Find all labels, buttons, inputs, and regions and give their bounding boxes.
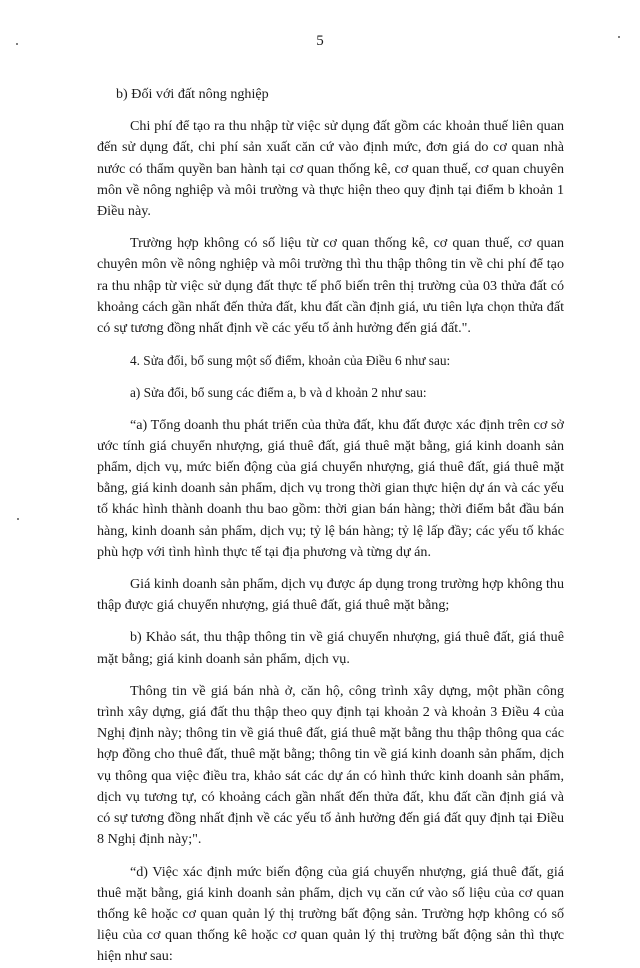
amendment-item: 4. Sửa đổi, bổ sung một số điểm, khoản của Điều 6 như sau: [130, 353, 451, 369]
paragraph: Thông tin về giá bán nhà ở, căn hộ, công trình xây dựng, một phần công trình xây dựng, giá đất thu thập theo quy định tại khoản 2 và khoản 3 Điều 4 của Nghị định này; thông tin về giá thuê đất, giá thuê mặt bằng thu thập thông qua các hợp đồng cho thuê đất, thuê mặt bằng; thông tin về giá kinh doanh sản phẩm, dịch vụ thông qua việc điều tra, khảo sát các dự án có hình thức kinh doanh sản phẩm, dịch vụ tương tự, có khoảng cách gần nhất đến thửa đất, khu đất cần định giá và có sự tương đồng nhất định về các yếu tố ảnh hưởng đến giá đất quy định tại Điều 8 Nghị định này;". [97, 682, 564, 848]
subsection-heading: b) Đối với đất nông nghiệp [116, 86, 269, 102]
paragraph: “a) Tổng doanh thu phát triển của thửa đất, khu đất được xác định trên cơ sở ước tính giá chuyển nhượng, giá thuê đất, giá thuê mặt bằng, giá kinh doanh sản phẩm, dịch vụ, mức biến động của giá chuyển nhượng, giá thuê đất, giá thuê mặt bằng, giá kinh doanh sản phẩm, dịch vụ trong thời gian thực hiện dự án và các yếu tố khác hình thành doanh thu bao gồm: thời gian bán hàng; thời điểm bắt đầu bán hàng, kinh doanh sản phẩm, dịch vụ; tỷ lệ bán hàng; tỷ lệ lấp đầy; các yếu tố khác phù hợp với tình hình thực tế tại địa phương và từng dự án. [97, 416, 564, 560]
paragraph: “d) Việc xác định mức biến động của giá chuyển nhượng, giá thuê đất, giá thuê mặt bằng, giá kinh doanh sản phẩm, dịch vụ căn cứ vào số liệu của cơ quan thống kê hoặc cơ quan quản lý thị trường bất động sản. Trường hợp không có số liệu của cơ quan thống kê hoặc cơ quan quản lý thị trường bất động sản thì thực hiện như sau: [97, 863, 564, 965]
document-body [97, 84, 564, 968]
paragraph: Trường hợp không có số liệu từ cơ quan thống kê, cơ quan thuế, cơ quan chuyên môn về nông nghiệp và môi trường thì thu thập thông tin về chi phí để tạo ra thu nhập từ việc sử dụng đất thực tế phổ biến trên thị trường của 03 thửa đất có khoảng cách gần nhất đến thửa đất, khu đất cần định giá, ưu tiên lựa chọn thửa đất có sự tương đồng nhất định về các yếu tố ảnh hưởng đến giá đất.". [97, 235, 564, 337]
paragraph: Chi phí để tạo ra thu nhập từ việc sử dụng đất gồm các khoản thuế liên quan đến sử dụng đất, chi phí sản xuất căn cứ vào định mức, đơn giá do cơ quan nhà nước có thẩm quyền ban hành tại cơ quan thống kê, cơ quan thuế, cơ quan chuyên môn về nông nghiệp và môi trường và thực hiện theo quy định tại điểm b khoản 1 Điều này. [97, 118, 564, 220]
paragraph: Giá kinh doanh sản phẩm, dịch vụ được áp dụng trong trường hợp không thu thập được giá chuyển nhượng, giá thuê đất, giá thuê mặt bằng; [97, 576, 564, 614]
page-number: 5 [316, 33, 324, 49]
amendment-subitem: a) Sửa đổi, bổ sung các điểm a, b và d khoản 2 như sau: [130, 385, 427, 401]
scan-speck [17, 518, 19, 520]
paragraph: b) Khảo sát, thu thập thông tin về giá chuyển nhượng, giá thuê đất, giá thuê mặt bằng; giá kinh doanh sản phẩm, dịch vụ. [97, 629, 564, 667]
